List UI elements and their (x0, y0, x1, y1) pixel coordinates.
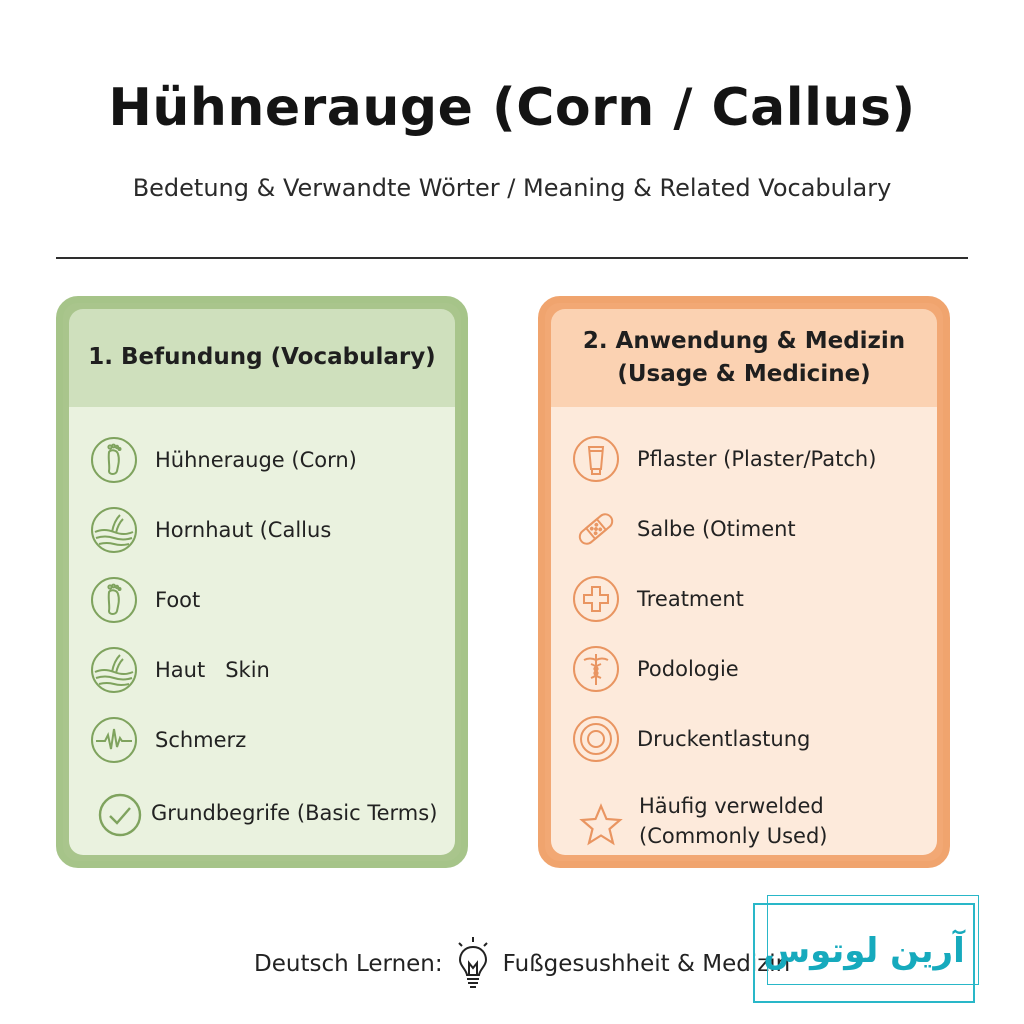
list-item-label: Druckentlastung (637, 726, 811, 751)
bandage-icon (572, 505, 620, 553)
list-item-label: Schmerz (155, 727, 247, 752)
usage-medicine-card-title: 2. Anwendung & Medizin (582, 327, 906, 354)
list-item (551, 499, 937, 559)
ointment-tube-icon (572, 435, 620, 483)
list-item-label-group (639, 791, 827, 852)
usage-medicine-card-header (551, 309, 937, 407)
list-item-sublabel: (Commonly Used) (639, 824, 828, 848)
list-item (69, 500, 455, 560)
vocabulary-card (56, 296, 468, 868)
list-item (551, 429, 937, 489)
list-item-label: Grundbegrife (Basic Terms) (151, 800, 438, 825)
skin-layer-icon (90, 646, 138, 694)
vocabulary-card-body (69, 407, 455, 855)
footer (254, 940, 790, 988)
watermark-text: آرین لوتوس (763, 931, 965, 971)
pulse-icon (90, 716, 138, 764)
list-item (551, 709, 937, 769)
vocabulary-card-header (69, 309, 455, 407)
list-item (69, 430, 455, 490)
lightbulb-icon (451, 935, 495, 993)
medical-cross-icon (572, 575, 620, 623)
footer-left-text: Deutsch Lernen: (254, 951, 443, 977)
divider (56, 257, 968, 259)
foot-icon (90, 436, 138, 484)
usage-medicine-card-body (551, 407, 937, 855)
footer-right-text: Fußgesushheit & Medizin (502, 951, 791, 977)
target-icon (572, 715, 620, 763)
usage-medicine-card-subtitle: (Usage & Medicine) (617, 361, 871, 387)
list-item (69, 710, 455, 770)
list-item (551, 569, 937, 629)
list-item-label: Pflaster (Plaster/Patch) (637, 446, 877, 471)
list-item-label: Treatment (637, 586, 744, 611)
list-item-label: Hornhaut (Callus (155, 517, 332, 542)
list-item-label: Foot (155, 587, 201, 612)
usage-medicine-card (538, 296, 950, 868)
page-subtitle: Bedetung & Verwandte Wörter / Meaning & Related Vocabulary (132, 174, 892, 202)
watermark-logo (753, 903, 975, 1003)
star-icon (577, 801, 617, 841)
list-item (69, 783, 455, 843)
foot-icon (90, 576, 138, 624)
list-item-label: Häufig verwelded (639, 793, 824, 818)
skin-layer-icon (90, 506, 138, 554)
list-item-label: Haut Skin (155, 657, 270, 682)
list-item-label: Hühnerauge (Corn) (155, 447, 357, 472)
list-item (551, 785, 937, 857)
list-item (69, 570, 455, 630)
list-item-label: Salbe (Otiment (637, 516, 796, 541)
page-title: Hühnerauge (Corn / Callus) (108, 78, 916, 138)
checkmark-icon (96, 791, 140, 835)
list-item (551, 639, 937, 699)
vocabulary-card-title: 1. Befundung (Vocabulary) (88, 344, 436, 371)
caduceus-icon (572, 645, 620, 693)
list-item-label: Podologie (637, 656, 739, 681)
list-item (69, 640, 455, 700)
